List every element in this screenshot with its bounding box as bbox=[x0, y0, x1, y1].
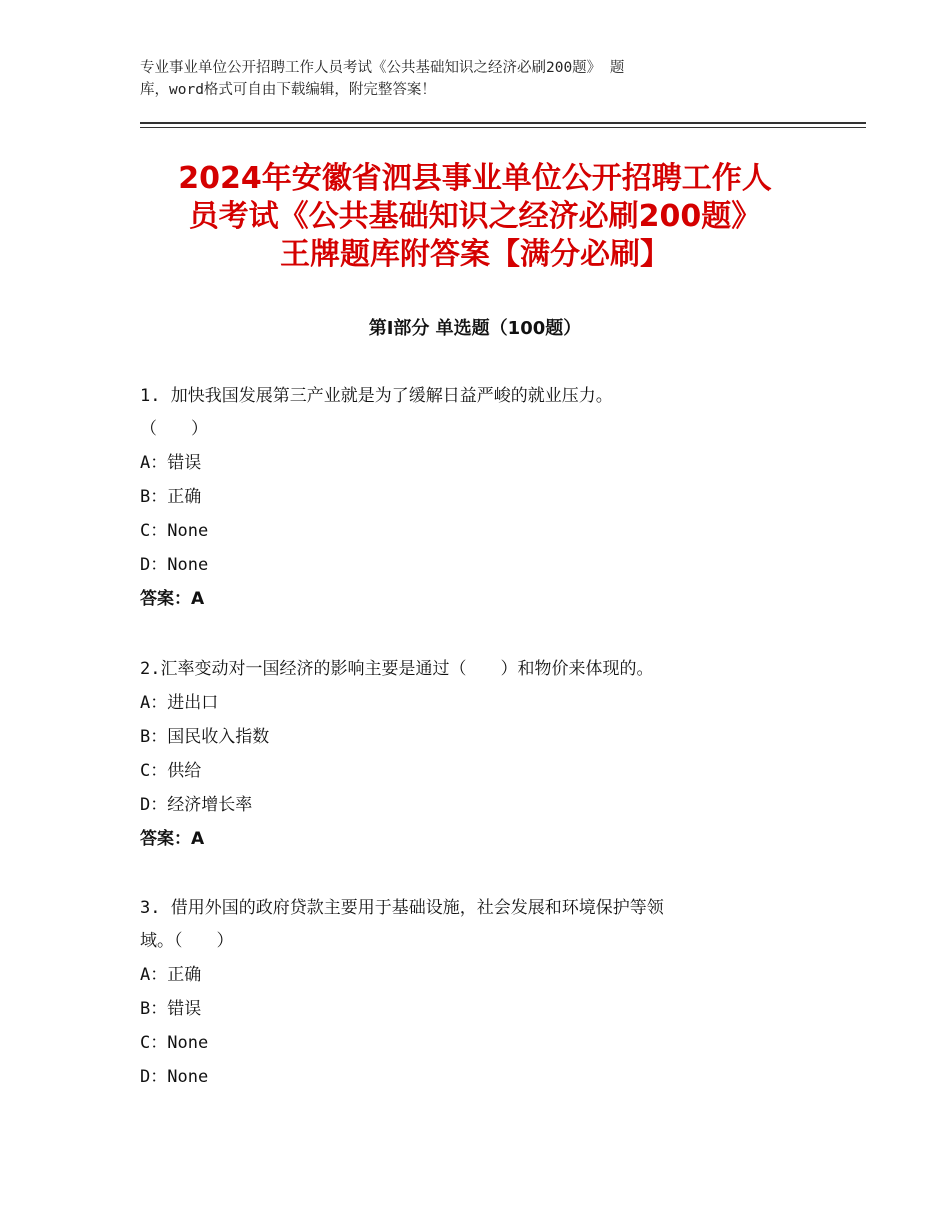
question-1 bbox=[140, 380, 830, 616]
question-stem: 3. 借用外国的政府贷款主要用于基础设施，社会发展和环境保护等领 bbox=[140, 898, 664, 918]
title-line-3: 王牌题库附答案【满分必刷】 bbox=[280, 237, 670, 272]
header-note-line-2: 库，word格式可自由下载编辑，附完整答案！ bbox=[140, 82, 436, 98]
option-b: B：错误 bbox=[140, 999, 202, 1019]
option-b: B：国民收入指数 bbox=[140, 727, 270, 747]
header-rule-thick bbox=[140, 122, 866, 124]
question-3 bbox=[140, 892, 830, 1094]
question-2 bbox=[140, 652, 830, 856]
question-stem: 1. 加快我国发展第三产业就是为了缓解日益严峻的就业压力。 bbox=[140, 386, 613, 406]
option-d: D：None bbox=[140, 555, 209, 575]
answer: 答案：A bbox=[140, 589, 205, 609]
section-title: 第Ⅰ部分 单选题（100题） bbox=[368, 318, 582, 339]
option-c: C：供给 bbox=[140, 761, 202, 781]
option-d: D：None bbox=[140, 1067, 209, 1087]
document-title bbox=[100, 160, 850, 274]
option-b: B：正确 bbox=[140, 487, 202, 507]
option-a: A：正确 bbox=[140, 965, 202, 985]
option-a: A：错误 bbox=[140, 453, 202, 473]
answer: 答案：A bbox=[140, 829, 205, 849]
header-note-line-1: 专业事业单位公开招聘工作人员考试《公共基础知识之经济必刷200题》 题 bbox=[140, 60, 625, 76]
header-rule-thin bbox=[140, 127, 866, 128]
title-line-2: 员考试《公共基础知识之经济必刷200题》 bbox=[188, 199, 762, 234]
title-line-1: 2024年安徽省泗县事业单位公开招聘工作人 bbox=[178, 161, 772, 196]
option-a: A：进出口 bbox=[140, 693, 219, 713]
question-stem-continued: 域。（ ） bbox=[140, 931, 234, 951]
option-c: C：None bbox=[140, 521, 209, 541]
question-stem-continued: （ ） bbox=[140, 419, 208, 439]
option-d: D：经济增长率 bbox=[140, 795, 253, 815]
header-note bbox=[140, 57, 780, 101]
option-c: C：None bbox=[140, 1033, 209, 1053]
question-stem: 2.汇率变动对一国经济的影响主要是通过（ ）和物价来体现的。 bbox=[140, 659, 654, 679]
